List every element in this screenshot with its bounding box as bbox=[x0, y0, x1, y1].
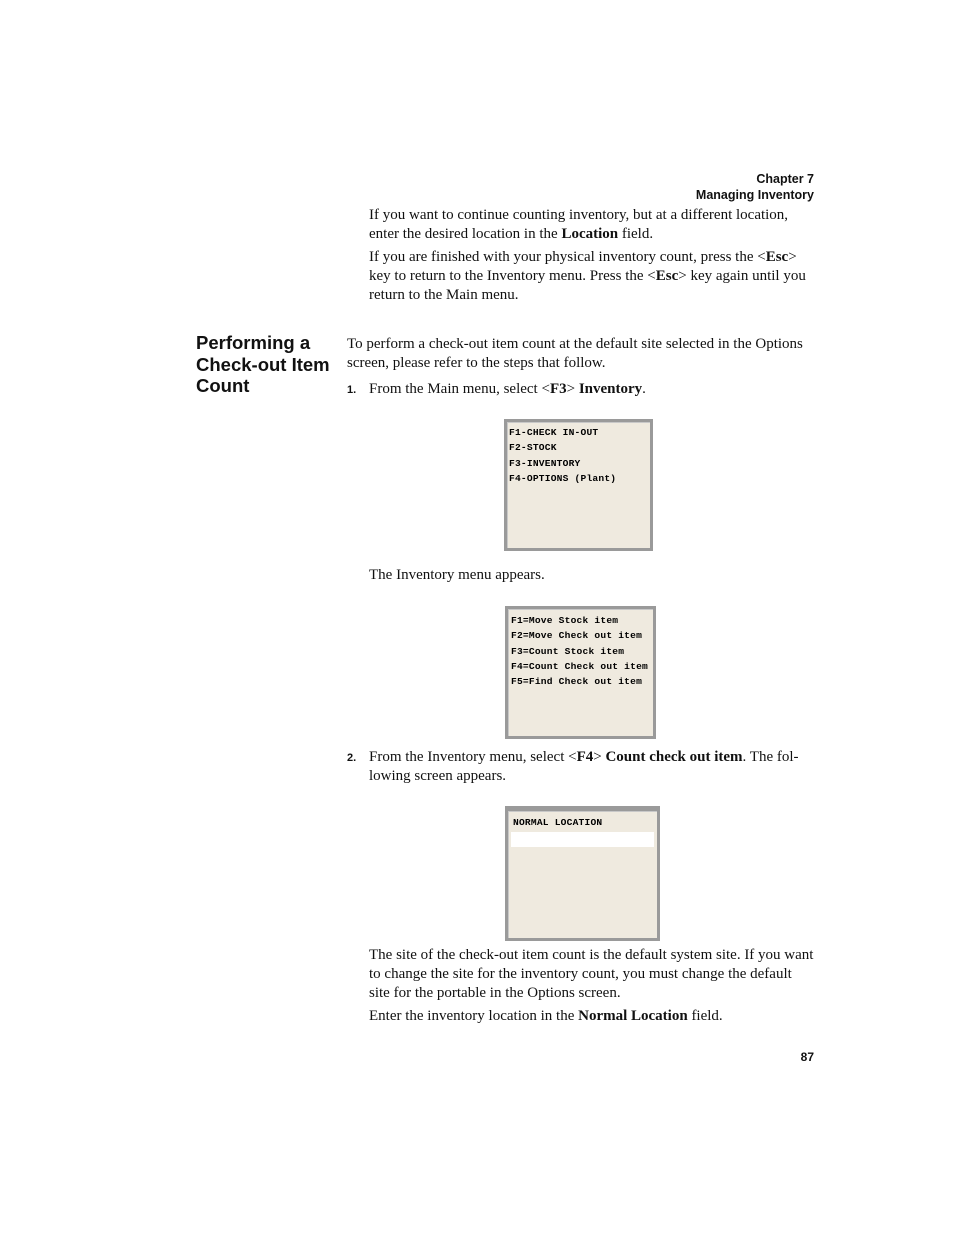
menu-item-count-stock: F3=Count Stock item bbox=[511, 645, 625, 657]
main-menu-list bbox=[509, 425, 616, 486]
inventory-menu-appears-text: The Inventory menu appears. bbox=[369, 567, 545, 583]
normal-location-screenshot bbox=[505, 806, 660, 941]
step-2-text: From the Inventory menu, select <F4> Count check out item. The fol-lowing screen appears. bbox=[369, 749, 799, 784]
normal-location-label: NORMAL LOCATION bbox=[513, 817, 603, 828]
main-menu-screenshot bbox=[504, 419, 653, 551]
intro-paragraph-location: If you want to continue counting inventory, but at a different location, enter the desired location in the Location field. bbox=[369, 207, 789, 242]
menu-item-count-check-out: F4=Count Check out item bbox=[511, 660, 649, 672]
default-site-paragraph: The site of the check-out item count is the default system site. If you want to change the site for the inventory count, you must change the default site for the portable in the Options screen. bbox=[369, 947, 814, 1001]
chapter-number: Chapter 7 bbox=[756, 172, 814, 186]
menu-item-find-check-out: F5=Find Check out item bbox=[511, 676, 643, 688]
menu-item-stock: F2-STOCK bbox=[509, 442, 557, 454]
step-number-2: 2. bbox=[347, 752, 357, 764]
menu-item-inventory: F3-INVENTORY bbox=[509, 457, 581, 469]
section-heading: Performing a Check-out Item Count bbox=[196, 332, 330, 396]
running-header bbox=[696, 171, 814, 203]
chapter-title: Managing Inventory bbox=[695, 188, 814, 202]
section-lead-paragraph: To perform a check-out item count at the default site selected in the Options screen, please refer to the steps that follow. bbox=[347, 336, 803, 371]
enter-location-paragraph: Enter the inventory location in the Normal Location field. bbox=[369, 1008, 723, 1024]
inventory-menu-list bbox=[511, 613, 648, 689]
intro-paragraph-esc: If you are finished with your physical inventory count, press the <Esc> key to return to the Inventory menu. Press the <Esc> key again until you return to the Main menu. bbox=[369, 249, 806, 303]
menu-item-options: F4-OPTIONS (Plant) bbox=[509, 472, 617, 484]
normal-location-field bbox=[511, 832, 654, 847]
step-number-1: 1. bbox=[347, 384, 357, 396]
menu-item-move-stock: F1=Move Stock item bbox=[511, 615, 619, 626]
step-1-text: From the Main menu, select <F3> Inventory. bbox=[369, 381, 646, 397]
menu-item-check-in-out: F1-CHECK IN-OUT bbox=[509, 427, 599, 438]
page-number: 87 bbox=[800, 1050, 814, 1064]
menu-item-move-check-out: F2=Move Check out item bbox=[511, 630, 643, 642]
inventory-menu-screenshot bbox=[505, 606, 656, 739]
